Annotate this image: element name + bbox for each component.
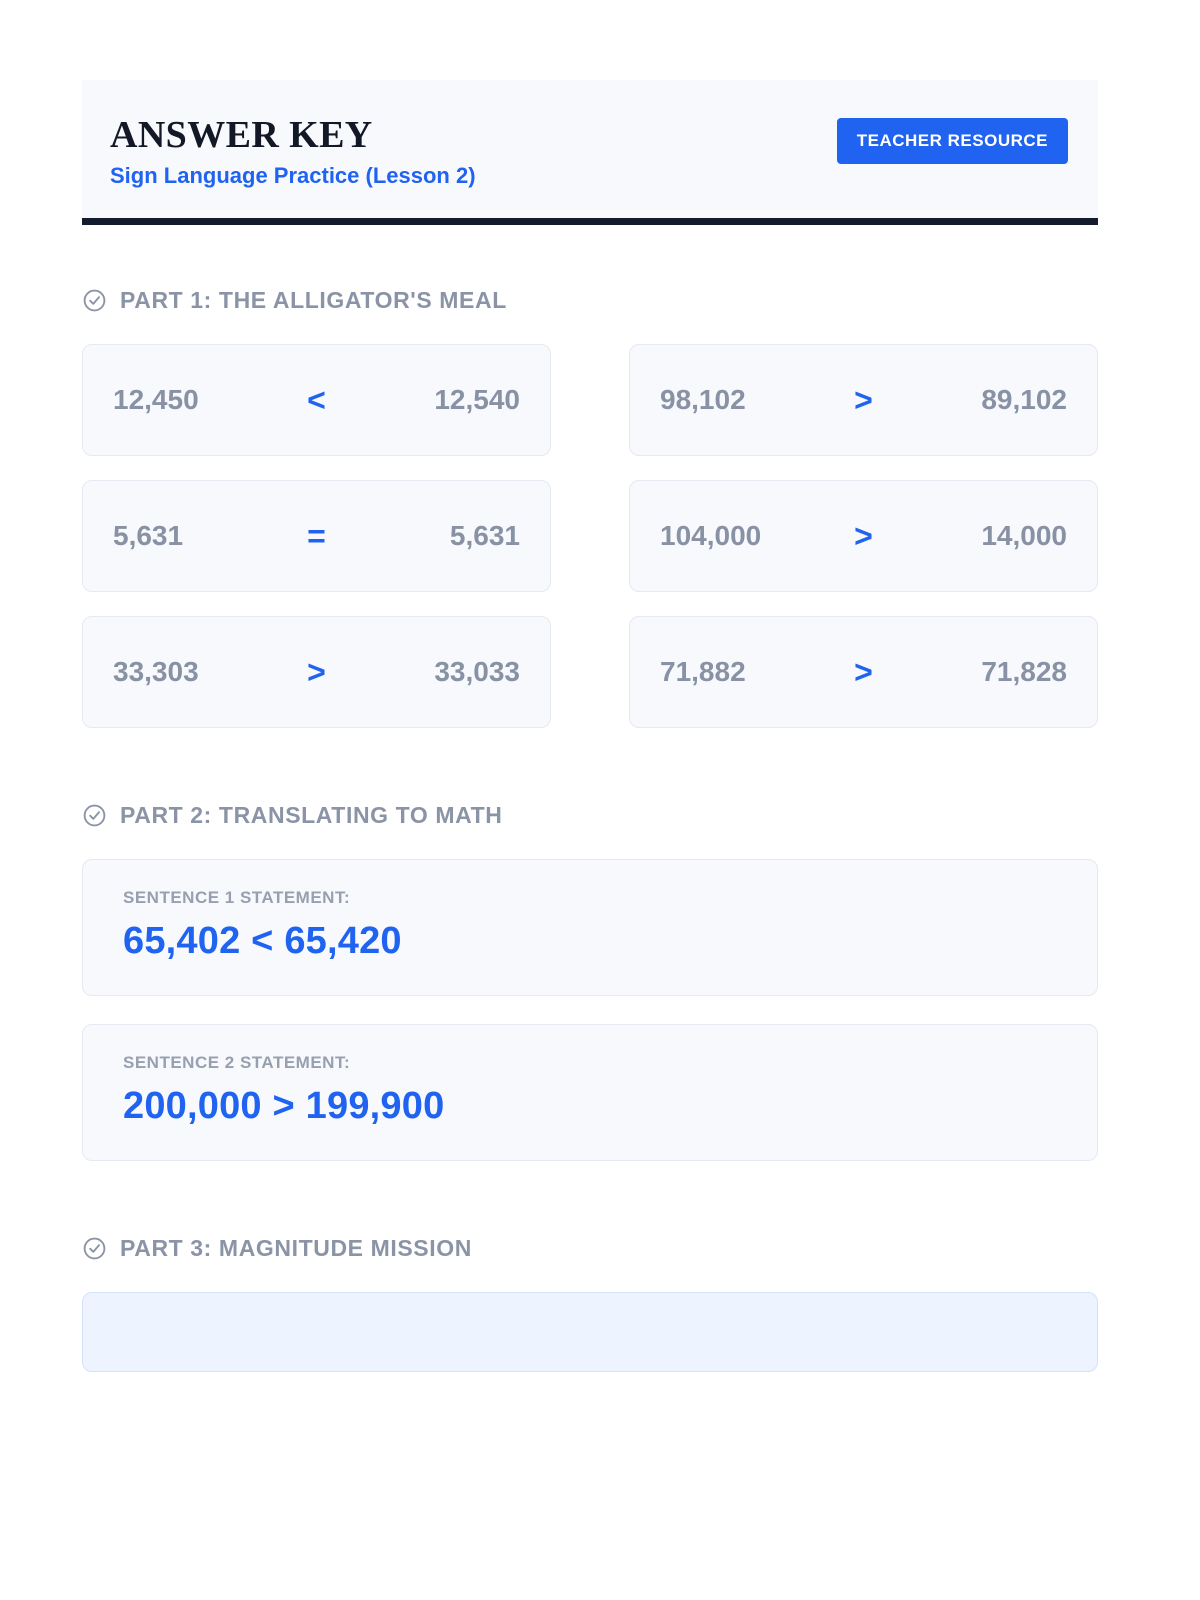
header-titles [110,116,476,188]
section-title-part1: PART 1: THE ALLIGATOR'S MEAL [120,287,507,314]
comparison-right-value: 14,000 [981,520,1067,552]
comparison-right-value: 71,828 [981,656,1067,688]
comparison-item [629,344,1098,456]
comparison-right-value: 12,540 [434,384,520,416]
statement-card [82,1024,1098,1161]
section-title-part2: PART 2: TRANSLATING TO MATH [120,802,503,829]
statement-value: 200,000 > 199,900 [123,1085,445,1128]
comparison-left-value: 98,102 [660,384,746,416]
comparison-right-value: 5,631 [449,520,520,552]
statement-value: 65,402 < 65,420 [123,920,402,963]
statement-label: SENTENCE 2 STATEMENT: [123,1053,351,1073]
comparison-item [82,616,551,728]
comparison-right-value: 33,033 [434,656,520,688]
comparison-operator: > [854,517,873,554]
comparison-operator: = [307,517,326,554]
section-header-part3 [82,1235,1098,1262]
page-subtitle: Sign Language Practice (Lesson 2) [110,163,476,188]
magnitude-mission-card [82,1292,1098,1372]
comparison-left-value: 12,450 [113,384,199,416]
section-header-part1 [82,287,1098,314]
statement-card [82,859,1098,996]
comparison-operator: > [307,653,326,690]
comparison-grid [82,344,1098,728]
teacher-resource-badge: TEACHER RESOURCE [837,118,1068,164]
comparison-left-value: 33,303 [113,656,199,688]
comparison-left-value: 5,631 [113,520,184,552]
comparison-operator: > [854,381,873,418]
check-circle-icon [82,803,107,828]
section-header-part2 [82,802,1098,829]
comparison-item [629,480,1098,592]
comparison-left-value: 71,882 [660,656,746,688]
page-header [82,80,1098,225]
check-circle-icon [82,1236,107,1261]
comparison-right-value: 89,102 [981,384,1067,416]
section-title-part3: PART 3: MAGNITUDE MISSION [120,1235,472,1262]
comparison-operator: > [854,653,873,690]
comparison-item [82,344,551,456]
comparison-item [82,480,551,592]
comparison-item [629,616,1098,728]
page-title: ANSWER KEY [110,114,373,156]
comparison-operator: < [307,381,326,418]
comparison-left-value: 104,000 [660,520,762,552]
check-circle-icon [82,288,107,313]
statement-label: SENTENCE 1 STATEMENT: [123,888,351,908]
